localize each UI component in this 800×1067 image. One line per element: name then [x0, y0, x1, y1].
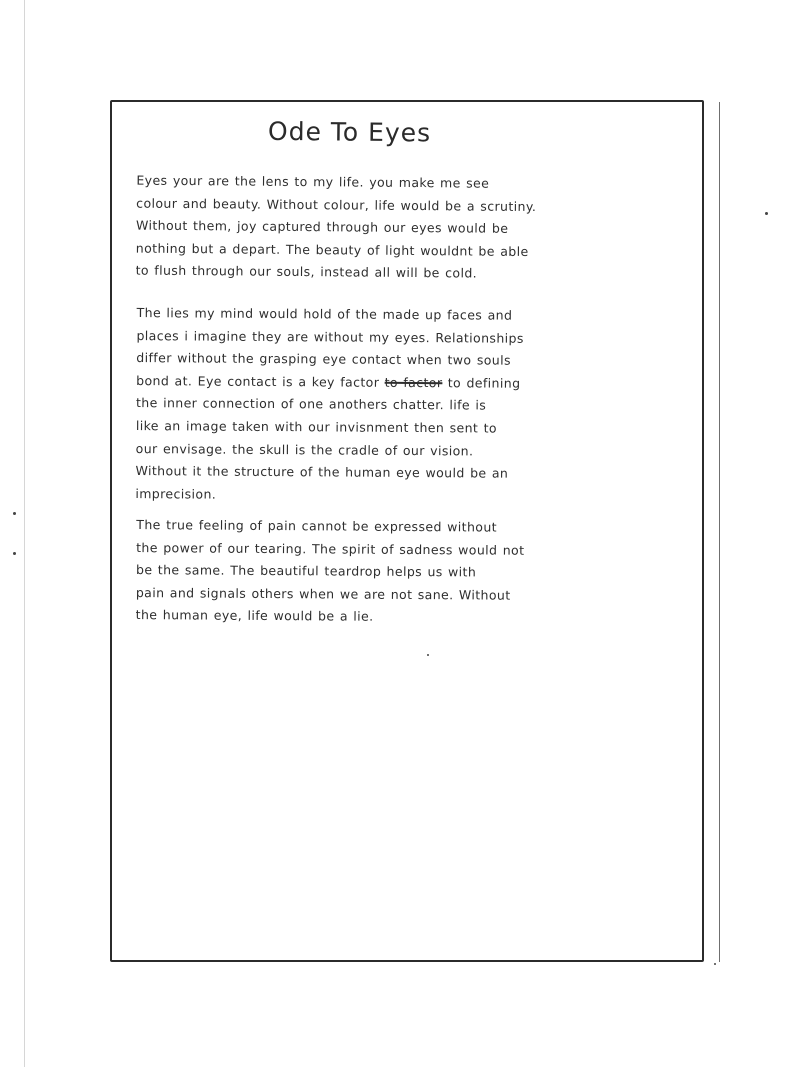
scan-speck — [765, 212, 768, 215]
text-line: the power of our tearing. The spirit of sadness would not — [136, 539, 525, 558]
text-line: differ without the grasping eye contact when two souls — [136, 350, 511, 368]
paragraph — [135, 302, 694, 509]
ink-dot — [427, 654, 429, 656]
struck-text: to factor — [384, 374, 443, 390]
scan-speck — [13, 552, 16, 555]
page-title: Ode To Eyes — [267, 116, 432, 148]
text-line: pain and signals others when we are not sane. Without — [135, 584, 511, 603]
text-line: the human eye, life would be a lie. — [135, 607, 374, 625]
text-line: be the same. The beautiful teardrop helps us with — [135, 562, 477, 580]
text-line: Without them, joy captured through our eyes would be — [135, 217, 509, 237]
text-line: to flush through our souls, instead all will be cold. — [135, 262, 478, 281]
text-line: The true feeling of pain cannot be expressed without — [136, 517, 498, 535]
text-line: places i imagine they are without my eyes. Relationships — [136, 327, 524, 346]
text-line: The lies my mind would hold of the made up faces and — [136, 305, 513, 323]
text-line: Eyes your are the lens to my life. you make me see — [136, 172, 490, 191]
text-line: our envisage. the skull is the cradle of our vision. — [135, 440, 474, 458]
text-line: imprecision. — [135, 485, 217, 502]
scan-speck — [714, 963, 716, 965]
scan-edge — [24, 0, 25, 1067]
text-line: nothing but a depart. The beauty of light wouldnt be able — [135, 240, 529, 259]
text-line: colour and beauty. Without colour, life would be a scrutiny. — [136, 195, 537, 214]
page-border-edge — [719, 102, 720, 962]
paragraph — [136, 170, 695, 288]
paragraph — [136, 514, 695, 631]
text-line: like an image taken with our invisnment then sent to — [135, 418, 498, 436]
text-line: Without it the structure of the human eye would be an — [135, 463, 509, 481]
scan-speck — [13, 512, 16, 515]
text-line: bond at. Eye contact is a key factor to factor to defining — [136, 372, 521, 391]
text-line: the inner connection of one anothers chatter. life is — [135, 395, 487, 413]
